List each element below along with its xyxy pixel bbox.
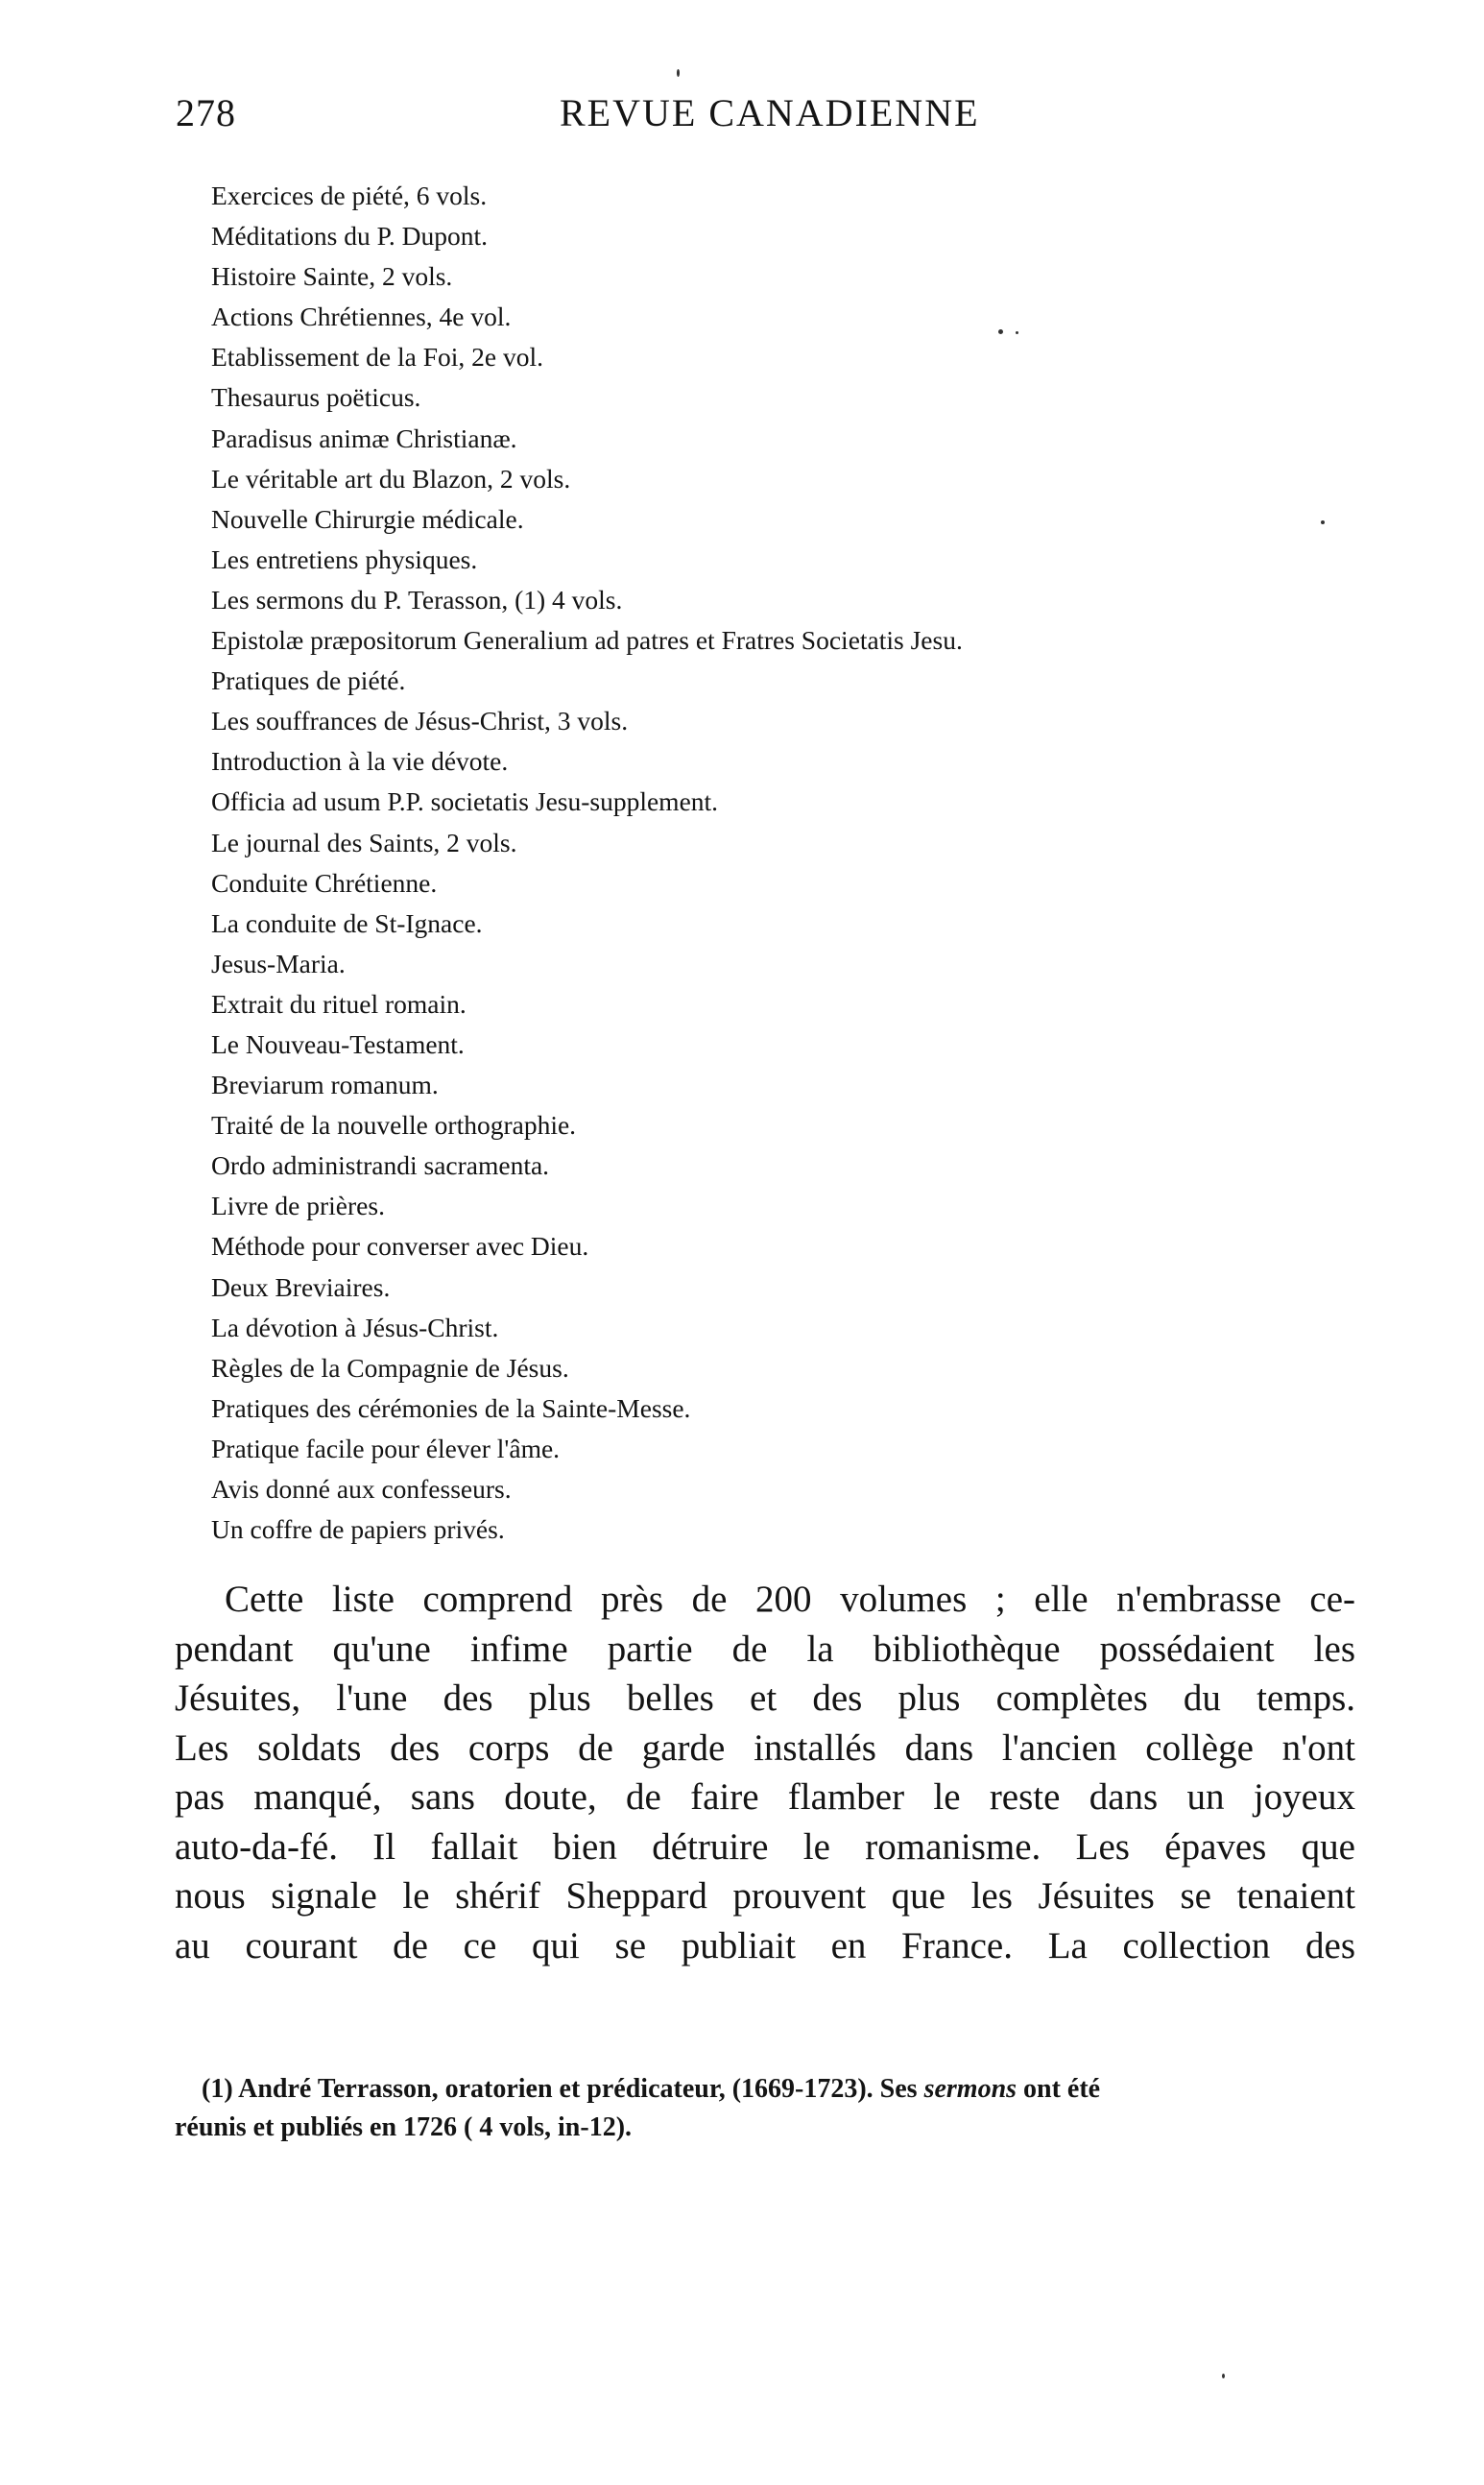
scan-speck bbox=[1321, 520, 1325, 524]
paragraph-line: Cette liste comprend près de 200 volumes ; elle n'embrasse ce- bbox=[225, 1579, 1355, 1620]
book-list-item: Méditations du P. Dupont. bbox=[211, 221, 488, 252]
paragraph-line: auto-da-fé. Il fallait bien détruire le romanisme. Les épaves que bbox=[175, 1825, 1355, 1868]
scan-speck bbox=[677, 69, 680, 77]
book-list-item: Règles de la Compagnie de Jésus. bbox=[211, 1352, 569, 1383]
book-list-item: Un coffre de papiers privés. bbox=[211, 1514, 505, 1545]
scan-speck bbox=[1016, 331, 1018, 334]
page-number: 278 bbox=[176, 91, 236, 134]
book-list-item: La conduite de St-Ignace. bbox=[211, 907, 483, 938]
book-list-item: Deux Breviaires. bbox=[211, 1271, 391, 1302]
body-paragraph bbox=[175, 1575, 1355, 1970]
paragraph-line: Jésuites, l'une des plus belles et des plus complètes du temps. bbox=[175, 1677, 1355, 1719]
footnote-line: réunis et publiés en 1726 ( 4 vols, in-12). bbox=[175, 2112, 633, 2142]
book-list-item: Actions Chrétiennes, 4e vol. bbox=[211, 302, 512, 332]
book-list bbox=[211, 176, 1363, 1550]
book-list-item: Histoire Sainte, 2 vols. bbox=[211, 261, 453, 292]
book-list-item: Extrait du rituel romain. bbox=[211, 988, 467, 1019]
book-list-item: Epistolæ præpositorum Generalium ad patres et Fratres Societatis Jesu. bbox=[211, 625, 963, 656]
book-list-item: Nouvelle Chirurgie médicale. bbox=[211, 503, 524, 534]
book-list-item: Conduite Chrétienne. bbox=[211, 867, 438, 898]
book-list-item: Les souffrances de Jésus-Christ, 3 vols. bbox=[211, 706, 629, 736]
book-list-item: Les entretiens physiques. bbox=[211, 543, 478, 574]
paragraph-line: Les soldats des corps de garde installés dans l'ancien collège n'ont bbox=[175, 1726, 1355, 1769]
book-list-item: Breviarum romanum. bbox=[211, 1070, 439, 1100]
book-list-item: Méthode pour converser avec Dieu. bbox=[211, 1231, 589, 1262]
footnote-text: ont été bbox=[1017, 2074, 1101, 2104]
book-list-item: Thesaurus poëticus. bbox=[211, 382, 421, 413]
footnote-text: André Terrasson, oratorien et prédicateur, (1669-1723). Ses bbox=[238, 2074, 924, 2104]
book-list-item: Introduction à la vie dévote. bbox=[211, 746, 509, 777]
book-list-item: Traité de la nouvelle orthographie. bbox=[211, 1110, 577, 1141]
book-list-item: Paradisus animæ Christianæ. bbox=[211, 422, 517, 453]
book-list-item: Ordo administrandi sacramenta. bbox=[211, 1150, 550, 1181]
book-list-item: Pratiques des cérémonies de la Sainte-Messe. bbox=[211, 1392, 691, 1423]
scan-speck bbox=[1222, 2374, 1225, 2378]
book-list-item: Avis donné aux confesseurs. bbox=[211, 1474, 512, 1504]
book-list-item: Officia ad usum P.P. societatis Jesu-supplement. bbox=[211, 786, 719, 817]
paragraph-line: pendant qu'une infime partie de la bibliothèque possédaient les bbox=[175, 1628, 1355, 1670]
book-list-item: La dévotion à Jésus-Christ. bbox=[211, 1312, 499, 1342]
book-list-item: Les sermons du P. Terasson, (1) 4 vols. bbox=[211, 584, 623, 615]
footnote-marker: (1) bbox=[202, 2074, 233, 2104]
footnote bbox=[175, 2070, 1355, 2147]
book-list-item: Pratiques de piété. bbox=[211, 665, 406, 696]
scan-speck bbox=[998, 329, 1003, 334]
book-list-item: Le journal des Saints, 2 vols. bbox=[211, 827, 517, 857]
paragraph-line: pas manqué, sans doute, de faire flamber le reste dans un joyeux bbox=[175, 1776, 1355, 1818]
footnote-line bbox=[175, 2070, 1355, 2109]
paragraph-line: au courant de ce qui se publiait en France. La collection des bbox=[175, 1924, 1355, 1966]
book-list-item: Exercices de piété, 6 vols. bbox=[211, 181, 488, 210]
book-list-item: Le véritable art du Blazon, 2 vols. bbox=[211, 463, 571, 494]
book-list-item: Livre de prières. bbox=[211, 1191, 385, 1221]
book-list-item: Le Nouveau-Testament. bbox=[211, 1028, 465, 1059]
book-list-item: Jesus-Maria. bbox=[211, 948, 346, 978]
book-list-item: Etablissement de la Foi, 2e vol. bbox=[211, 342, 543, 373]
running-head: REVUE CANADIENNE bbox=[560, 91, 980, 134]
paragraph-line: nous signale le shérif Sheppard prouvent que les Jésuites se tenaient bbox=[175, 1875, 1355, 1917]
footnote-italic-text: sermons bbox=[923, 2074, 1017, 2104]
book-list-item: Pratique facile pour élever l'âme. bbox=[211, 1433, 561, 1463]
